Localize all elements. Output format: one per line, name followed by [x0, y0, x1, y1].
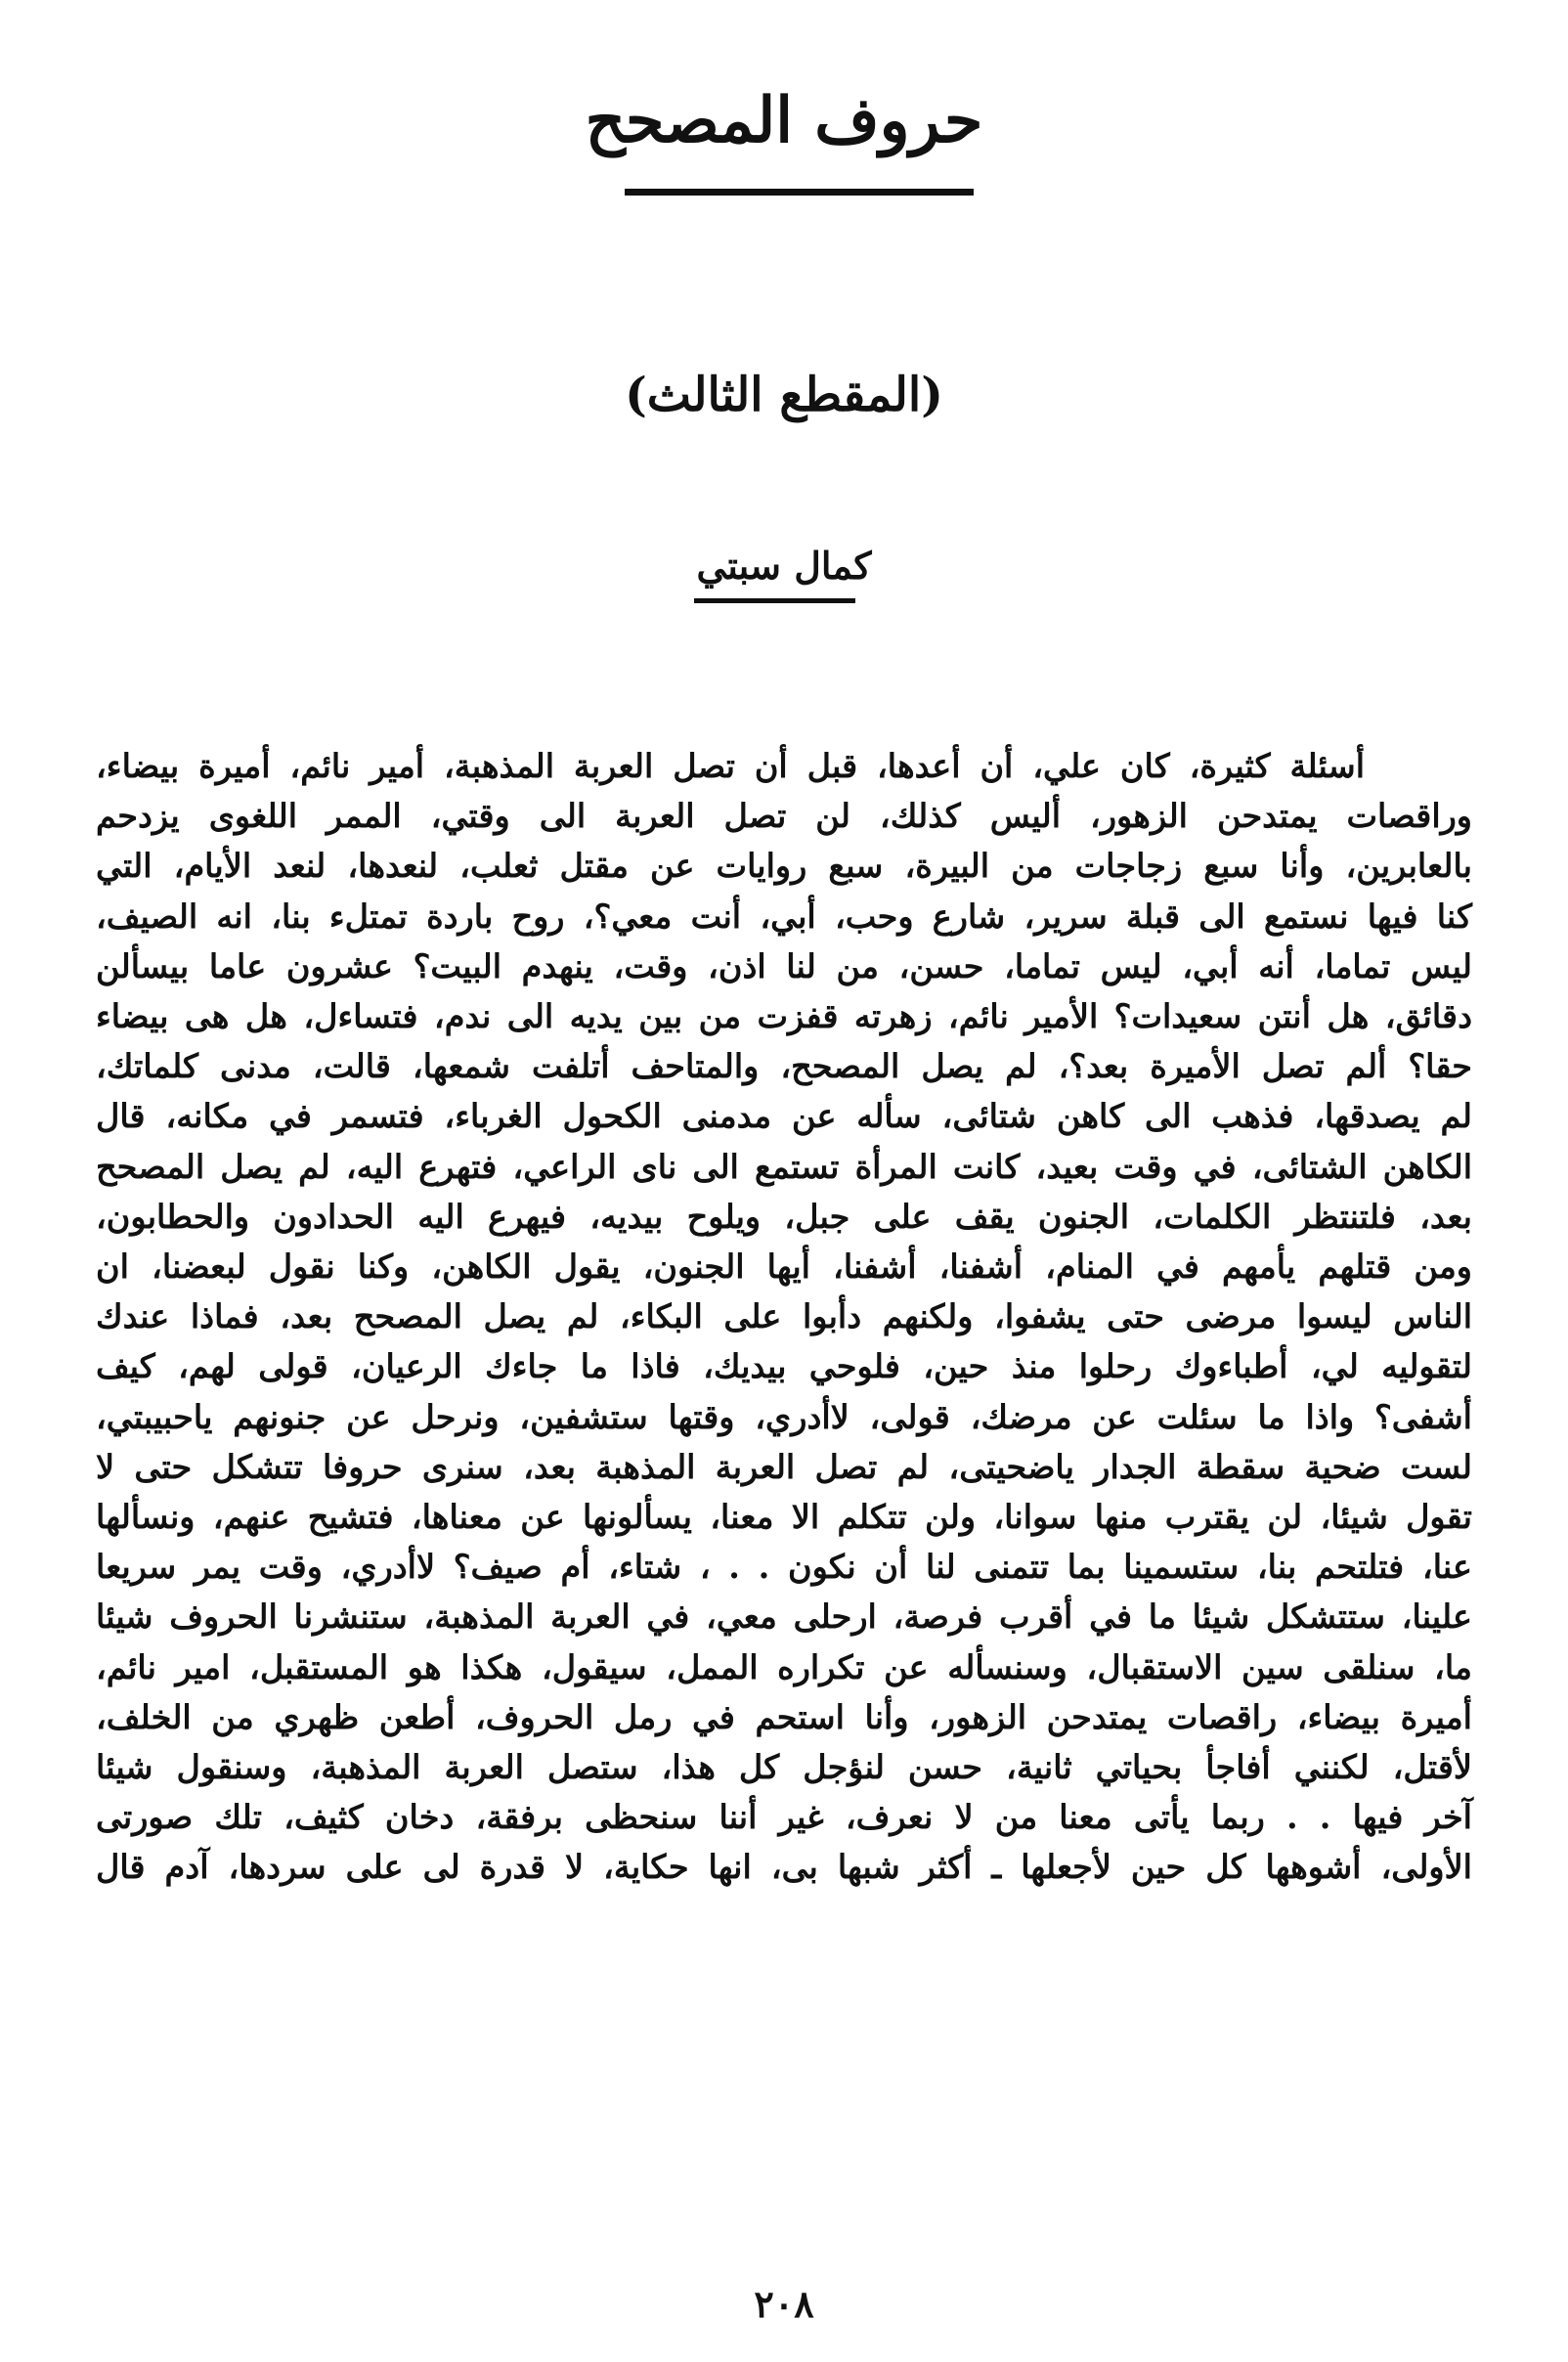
title-underline [625, 189, 974, 196]
text-line: لم يصدقها، فذهب الى كاهن شتائى، سأله عن مدمنى الكحول الغرباء، فتسمر في مكانه، قال [96, 1097, 1472, 1136]
text-line: الأولى، أشوهها كل حين لأجعلها ـ أكثر شبها بى، انها حكاية، لا قدرة لى على سردها، آدم قال [96, 1848, 1472, 1887]
text-line: لست ضحية سقطة الجدار ياضحيتى، لم تصل العربة المذهبة بعد، سنرى حروفا تتشكل حتى لا [96, 1447, 1472, 1486]
text-line: حقا؟ ألم تصل الأميرة بعد؟، لم يصل المصحح، والمتاحف أتلفت شمعها، قالت، مدنى كلماتك، [96, 1047, 1472, 1086]
text-line: تقول شيئا، لن يقترب منها سوانا، ولن تتكلم الا معنا، يسألونها عن معناها، فتشيح عنهم، ونسألها [96, 1498, 1472, 1537]
text-line: أشفى؟ واذا ما سئلت عن مرضك، قولى، لاأدري، وقتها ستشفين، ونرحل عن جنونهم ياحبيبتي، [96, 1397, 1472, 1436]
text-line: ما، سنلقى سين الاستقبال، وسنسأله عن تكراره الممل، سيقول، هكذا هو المستقبل، امير نائم، [96, 1647, 1472, 1686]
text-line: لتقوليه لي، أطباءوك رحلوا منذ حين، فلوحي بيديك، فاذا ما جاءك الرعيان، قولى لهم، كيف [96, 1347, 1472, 1386]
text-line: علينا، ستتشكل شيئا ما في أقرب فرصة، ارحلى معي، في العربة المذهبة، ستنشرنا الحروف شيئا [96, 1597, 1472, 1637]
author-underline [694, 598, 855, 603]
text-line: لأقتل، لكنني أفاجأ بحياتي ثانية، حسن لنؤجل كل هذا، ستصل العربة المذهبة، وسنقول شيئا [96, 1748, 1472, 1787]
section-heading: (المقطع الثالث) [625, 368, 943, 422]
page-number: ٢٠٨ [754, 2282, 814, 2326]
text-line: عنا، فتلتحم بنا، ستسمينا بما تتمنى لنا أن نكون . . ، شتاء، أم صيف؟ لاأدري، وقت يمر سريعا [96, 1548, 1472, 1587]
text-line: الناس ليسوا مرضى حتى يشفوا، ولكنهم دأبوا على البكاء، لم يصل المصحح بعد، فماذا عندك [96, 1297, 1472, 1336]
text-line: دقائق، هل أنتن سعيدات؟ الأمير نائم، زهرته قفزت من بين يديه الى ندم، فتساءل، هل هى بيضاء [96, 997, 1472, 1036]
text-line: آخر فيها . . ربما يأتى معنا من لا نعرف، غير أننا سنحظى برفقة، دخان كثيف، تلك صورتى [96, 1798, 1472, 1837]
page-title: حروف المصحح [585, 84, 983, 157]
text-line: ومن قتلهم يأمهم في المنام، أشفنا، أشفنا، أيها الجنون، يقول الكاهن، وكنا نقول لبعضنا، ان [96, 1247, 1472, 1287]
text-line: وراقصات يمتدحن الزهور، أليس كذلك، لن تصل العربة الى وقتي، الممر اللغوى يزدحم [96, 797, 1472, 836]
text-line: أميرة بيضاء، راقصات يمتدحن الزهور، وأنا استحم في رمل الحروف، أطعن ظهري من الخلف، [96, 1697, 1472, 1736]
text-line: بالعابرين، وأنا سبع زجاجات من البيرة، سبع روايات عن مقتل ثعلب، لنعدها، لنعد الأيام، التي [96, 847, 1472, 886]
body-text [96, 741, 1472, 1893]
text-line: بعد، فلتنتظر الكلمات، الجنون يقف على جبل، ويلوح بيديه، فيهرع اليه الحدادون والحطابون، [96, 1197, 1472, 1236]
author-name: كمال سبتي [696, 544, 872, 588]
text-line: أسئلة كثيرة، كان علي، أن أعدها، قبل أن تصل العربة المذهبة، أمير نائم، أميرة بيضاء، [96, 747, 1365, 785]
text-line: ليس تماما، أنه أبي، ليس تماما، حسن، من لنا اذن، وقت، ينهدم البيت؟ عشرون عاما بيسألن [96, 946, 1472, 985]
text-line: كنا فيها نستمع الى قبلة سرير، شارع وحب، أبي، أنت معي؟، روح باردة تمتلء بنا، انه الصيف، [96, 897, 1472, 936]
text-line: الكاهن الشتائى، في وقت بعيد، كانت المرأة تستمع الى ناى الراعي، فتهرع اليه، لم يصل المصحح [96, 1147, 1472, 1186]
